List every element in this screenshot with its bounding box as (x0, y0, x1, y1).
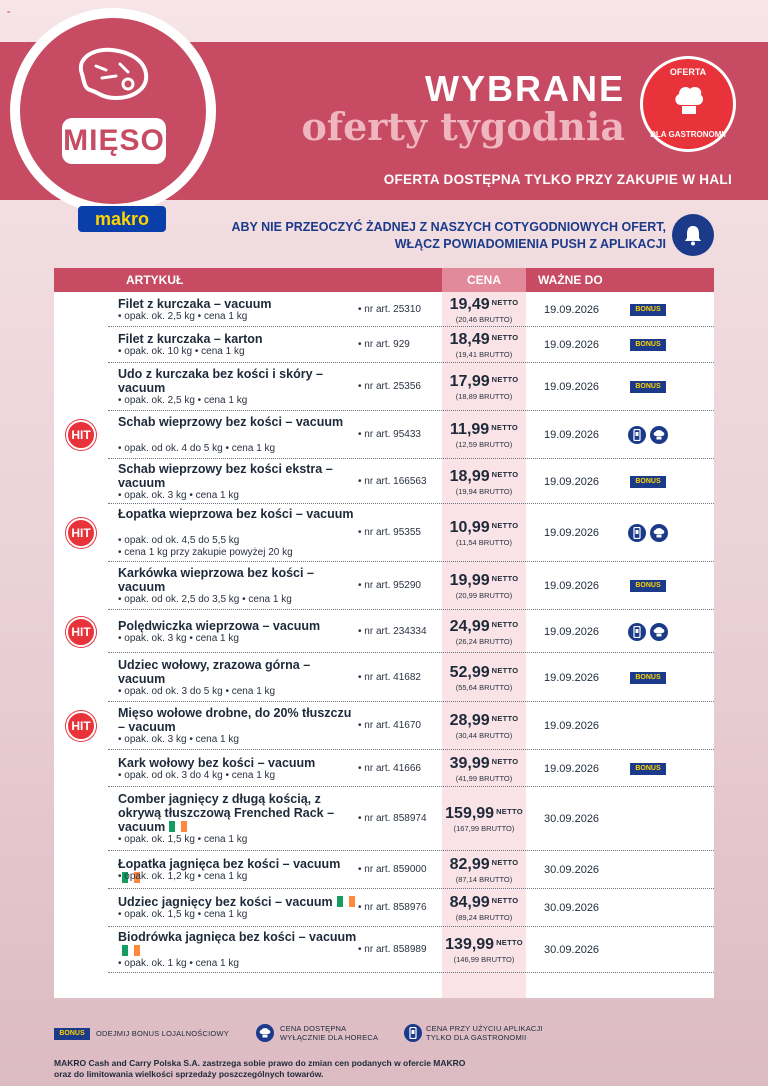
package-info: • opak. od ok. 4,5 do 5,5 kg • cena 1 kg przy zakupie powyżej 20 kg (118, 535, 293, 558)
package-info: • opak. ok. 1 kg • cena 1 kg (118, 958, 239, 969)
net-price: 24,99 (449, 618, 490, 635)
phone-app-icon (404, 1024, 422, 1042)
netto-label: NETTO (491, 423, 518, 432)
hit-badge: HIT (66, 711, 96, 741)
table-row (54, 411, 714, 459)
net-price: 18,49 (449, 331, 490, 348)
chef-icon (256, 1024, 274, 1042)
gross-price: (30,44 BRUTTO) (455, 731, 513, 740)
price-cell (442, 331, 526, 359)
package-info: • opak. od ok. 4 do 5 kg • cena 1 kg (118, 443, 276, 454)
valid-until: 19.09.2026 (544, 763, 600, 775)
gross-price: (20,46 BRUTTO) (455, 315, 513, 324)
net-price: 159,99 (445, 805, 495, 822)
bell-icon (683, 224, 703, 246)
valid-until: 19.09.2026 (544, 580, 600, 592)
valid-until: 30.09.2026 (544, 902, 600, 914)
gross-price: (20,99 BRUTTO) (455, 591, 513, 600)
valid-until: 19.09.2026 (544, 476, 600, 488)
phone-app-icon (628, 426, 646, 444)
corner-mark: = (7, 10, 11, 16)
footer-line1: MAKRO Cash and Carry Polska S.A. zastrzega sobie prawo do zmian cen podanych w ofercie MAKRO (54, 1058, 466, 1068)
product-name: Udo z kurczaka bez kości i skóry – vacuum (118, 367, 323, 395)
net-price: 84,99 (449, 894, 490, 911)
bonus-badge: BONUS (630, 476, 666, 488)
bonus-badge: BONUS (630, 381, 666, 393)
netto-label: NETTO (491, 470, 519, 479)
table-header (54, 268, 714, 292)
table-row (54, 702, 714, 750)
table-row (54, 750, 714, 787)
gross-price: (146,99 BRUTTO) (453, 955, 515, 964)
table-row (54, 889, 714, 927)
bonus-badge: BONUS (630, 580, 666, 592)
article-number: • nr art. 95433 (358, 429, 421, 440)
steak-icon (72, 44, 154, 104)
price-cell (442, 856, 526, 884)
title-top: WYBRANE (425, 68, 625, 109)
valid-until: 19.09.2026 (544, 304, 600, 316)
price-cell (442, 468, 526, 496)
netto-label: NETTO (491, 666, 519, 675)
product-name: Polędwiczka wieprzowa – vacuum (118, 619, 321, 633)
push-notification-button[interactable] (672, 214, 714, 256)
table-row (54, 504, 714, 562)
net-price: 10,99 (449, 519, 490, 536)
hit-badge: HIT (66, 420, 96, 450)
article-number: • nr art. 929 (358, 339, 410, 350)
price-cell (442, 805, 526, 833)
price-cell (442, 755, 526, 783)
article-number: • nr art. 95355 (358, 527, 421, 538)
valid-until: 19.09.2026 (544, 672, 600, 684)
product-name: Łopatka wieprzowa bez kości – vacuum (118, 507, 354, 521)
article-number: • nr art. 858989 (358, 944, 427, 955)
product-name: Filet z kurczaka – vacuum (118, 297, 272, 311)
ireland-flag-icon (169, 821, 187, 832)
hall-only-note: OFERTA DOSTĘPNA TYLKO PRZY ZAKUPIE W HALI (383, 172, 732, 187)
net-price: 11,99 (450, 421, 490, 438)
bonus-badge: BONUS (630, 672, 666, 684)
gross-price: (19,94 BRUTTO) (455, 487, 513, 496)
bonus-badge: BONUS (630, 304, 666, 316)
valid-until: 19.09.2026 (544, 626, 600, 638)
bonus-badge: BONUS (630, 339, 666, 351)
price-cell (442, 572, 526, 600)
net-price: 19,49 (449, 296, 490, 313)
price-cell (442, 618, 526, 646)
package-info: • opak. od ok. 3 do 5 kg • cena 1 kg (118, 686, 276, 697)
article-number: • nr art. 858974 (358, 813, 427, 824)
stamp-top-text: OFERTA (669, 67, 707, 77)
net-price: 28,99 (449, 712, 490, 729)
product-name: Udziec wołowy, zrazowa górna – vacuum (118, 658, 311, 686)
net-price: 39,99 (449, 755, 490, 772)
product-name: Filet z kurczaka – karton (118, 332, 263, 346)
gross-price: (41,99 BRUTTO) (455, 774, 513, 783)
table-row (54, 653, 714, 702)
gross-price: (19,41 BRUTTO) (455, 350, 513, 359)
table-row (54, 562, 714, 610)
package-info: • opak. ok. 3 kg • cena 1 kg (118, 734, 239, 745)
ireland-flag-icon (122, 945, 140, 956)
article-number: • nr art. 25310 (358, 304, 421, 315)
article-number: • nr art. 41682 (358, 672, 421, 683)
price-cell (442, 519, 526, 547)
makro-logo: makro (78, 206, 166, 232)
category-label: MIĘSO (62, 118, 166, 164)
netto-label: NETTO (491, 574, 519, 583)
valid-until: 19.09.2026 (544, 381, 600, 393)
article-number: • nr art. 858976 (358, 902, 427, 913)
package-info: • opak. ok. 2,5 kg • cena 1 kg (118, 311, 248, 322)
table-row (54, 459, 714, 504)
product-name: Udziec jagnięcy bez kości – vacuum (118, 895, 358, 909)
legal-footer (54, 1058, 514, 1080)
valid-until: 19.09.2026 (544, 720, 600, 732)
valid-until: 30.09.2026 (544, 944, 600, 956)
net-price: 82,99 (449, 856, 490, 873)
push-note-line1: ABY NIE PRZEOCZYĆ ŻADNEJ Z NASZYCH COTYGODNIOWYCH OFERT, (231, 220, 666, 234)
package-info: • opak. ok. 1,5 kg • cena 1 kg (118, 834, 248, 845)
price-cell (442, 894, 526, 922)
push-notification-note (190, 219, 666, 253)
col-article-header: ARTYKUŁ (126, 273, 184, 287)
net-price: 18,99 (449, 468, 490, 485)
gross-price: (167,99 BRUTTO) (453, 824, 515, 833)
product-name: Comber jagnięcy z długą kością, z okrywą tłuszczową Frenched Rack – vacuum (118, 792, 335, 834)
title-bottom: oferty tygodnia (301, 104, 625, 149)
article-number: • nr art. 859000 (358, 864, 427, 875)
table-row (54, 927, 714, 973)
netto-label: NETTO (491, 521, 519, 530)
gross-price: (11,54 BRUTTO) (456, 538, 512, 547)
ireland-flag-icon (337, 896, 355, 907)
product-name: Schab wieprzowy bez kości ekstra – vacuum (118, 462, 333, 490)
offer-table (54, 268, 714, 998)
gross-price: (12,59 BRUTTO) (455, 440, 513, 449)
package-info: • opak. ok. 1,2 kg • cena 1 kg (118, 871, 248, 882)
table-row (54, 327, 714, 363)
product-name: Mięso wołowe drobne, do 20% tłuszczu – vacuum (118, 706, 352, 734)
hit-badge: HIT (66, 617, 96, 647)
phone-app-icon (628, 524, 646, 542)
gross-price: (87,14 BRUTTO) (455, 875, 513, 884)
stamp-bottom-text: DLA GASTRONOMII (650, 130, 726, 139)
gross-price: (89,24 BRUTTO) (455, 913, 513, 922)
net-price: 139,99 (445, 936, 495, 953)
footer-line2: oraz do limitowania wielkości sprzedaży poszczególnych towarów. (54, 1069, 324, 1079)
package-info: • opak. ok. 2,5 kg • cena 1 kg (118, 395, 248, 406)
netto-label: NETTO (491, 896, 519, 905)
product-name: Biodrówka jagnięca bez kości – vacuum (118, 930, 358, 958)
table-row (54, 610, 714, 653)
chef-icon (650, 426, 668, 444)
price-cell (442, 296, 526, 324)
netto-label: NETTO (491, 620, 519, 629)
legend-app (404, 1022, 564, 1046)
netto-label: NETTO (496, 807, 523, 816)
price-cell (442, 936, 526, 964)
product-name: Łopatka jagnięca bez kości – vacuum (118, 857, 358, 885)
article-number: • nr art. 25356 (358, 381, 421, 392)
chef-icon (650, 623, 668, 641)
package-info: • opak. od ok. 2,5 do 3,5 kg • cena 1 kg (118, 594, 292, 605)
chef-hat-icon (673, 83, 705, 119)
legend-app-text: CENA PRZY UŻYCIU APLIKACJI TYLKO DLA GASTRONOMII (426, 1024, 543, 1042)
package-info: • opak. ok. 3 kg • cena 1 kg (118, 490, 239, 501)
legend-bonus-text: ODEJMIJ BONUS LOJALNOŚCIOWY (96, 1029, 229, 1038)
package-info: • opak. ok. 10 kg • cena 1 kg (118, 346, 245, 357)
table-row (54, 363, 714, 411)
valid-until: 30.09.2026 (544, 813, 600, 825)
article-number: • nr art. 95290 (358, 580, 421, 591)
net-price: 19,99 (449, 572, 490, 589)
article-number: • nr art. 41670 (358, 720, 421, 731)
table-row (54, 851, 714, 889)
gross-price: (26,24 BRUTTO) (455, 637, 513, 646)
price-cell (442, 373, 526, 401)
netto-label: NETTO (491, 375, 519, 384)
gross-price: (18,89 BRUTTO) (455, 392, 513, 401)
legend-horeca-text: CENA DOSTĘPNA WYŁĄCZNIE DLA HORECA (280, 1024, 379, 1042)
netto-label: NETTO (491, 858, 519, 867)
legend-horeca (256, 1022, 406, 1046)
gross-price: (55,64 BRUTTO) (455, 683, 513, 692)
gastronomy-offer-stamp (640, 56, 736, 152)
product-name: Karkówka wieprzowa bez kości – vacuum (118, 566, 314, 594)
bonus-badge: BONUS (54, 1028, 90, 1040)
row-divider (108, 972, 714, 973)
product-name: Schab wieprzowy bez kości – vacuum (118, 415, 344, 429)
valid-until: 19.09.2026 (544, 339, 600, 351)
valid-until: 30.09.2026 (544, 864, 600, 876)
bonus-badge: BONUS (630, 763, 666, 775)
net-price: 17,99 (449, 373, 490, 390)
package-info: • opak. od ok. 3 do 4 kg • cena 1 kg (118, 770, 276, 781)
valid-until: 19.09.2026 (544, 527, 600, 539)
net-price: 52,99 (449, 664, 490, 681)
category-badge (10, 8, 216, 214)
price-cell (442, 712, 526, 740)
package-info: • opak. ok. 1,5 kg • cena 1 kg (118, 909, 248, 920)
phone-app-icon (628, 623, 646, 641)
article-number: • nr art. 41666 (358, 763, 421, 774)
netto-label: NETTO (491, 298, 519, 307)
valid-until: 19.09.2026 (544, 429, 600, 441)
netto-label: NETTO (491, 714, 519, 723)
price-cell (442, 421, 526, 449)
legend-bonus (54, 1022, 229, 1046)
col-price-header: CENA (466, 273, 501, 287)
chef-icon (650, 524, 668, 542)
price-cell (442, 664, 526, 692)
netto-label: NETTO (491, 757, 519, 766)
product-name: Kark wołowy bez kości – vacuum (118, 756, 316, 770)
netto-label: NETTO (496, 938, 523, 947)
table-row (54, 787, 714, 851)
netto-label: NETTO (491, 333, 519, 342)
hit-badge: HIT (66, 518, 96, 548)
article-number: • nr art. 166563 (358, 476, 427, 487)
push-note-line2: WŁĄCZ POWIADOMIENIA PUSH Z APLIKACJI (394, 237, 666, 251)
table-row (54, 292, 714, 327)
article-number: • nr art. 234334 (358, 626, 427, 637)
col-valid-header: WAŻNE DO (538, 273, 603, 287)
package-info: • opak. ok. 3 kg • cena 1 kg (118, 633, 239, 644)
